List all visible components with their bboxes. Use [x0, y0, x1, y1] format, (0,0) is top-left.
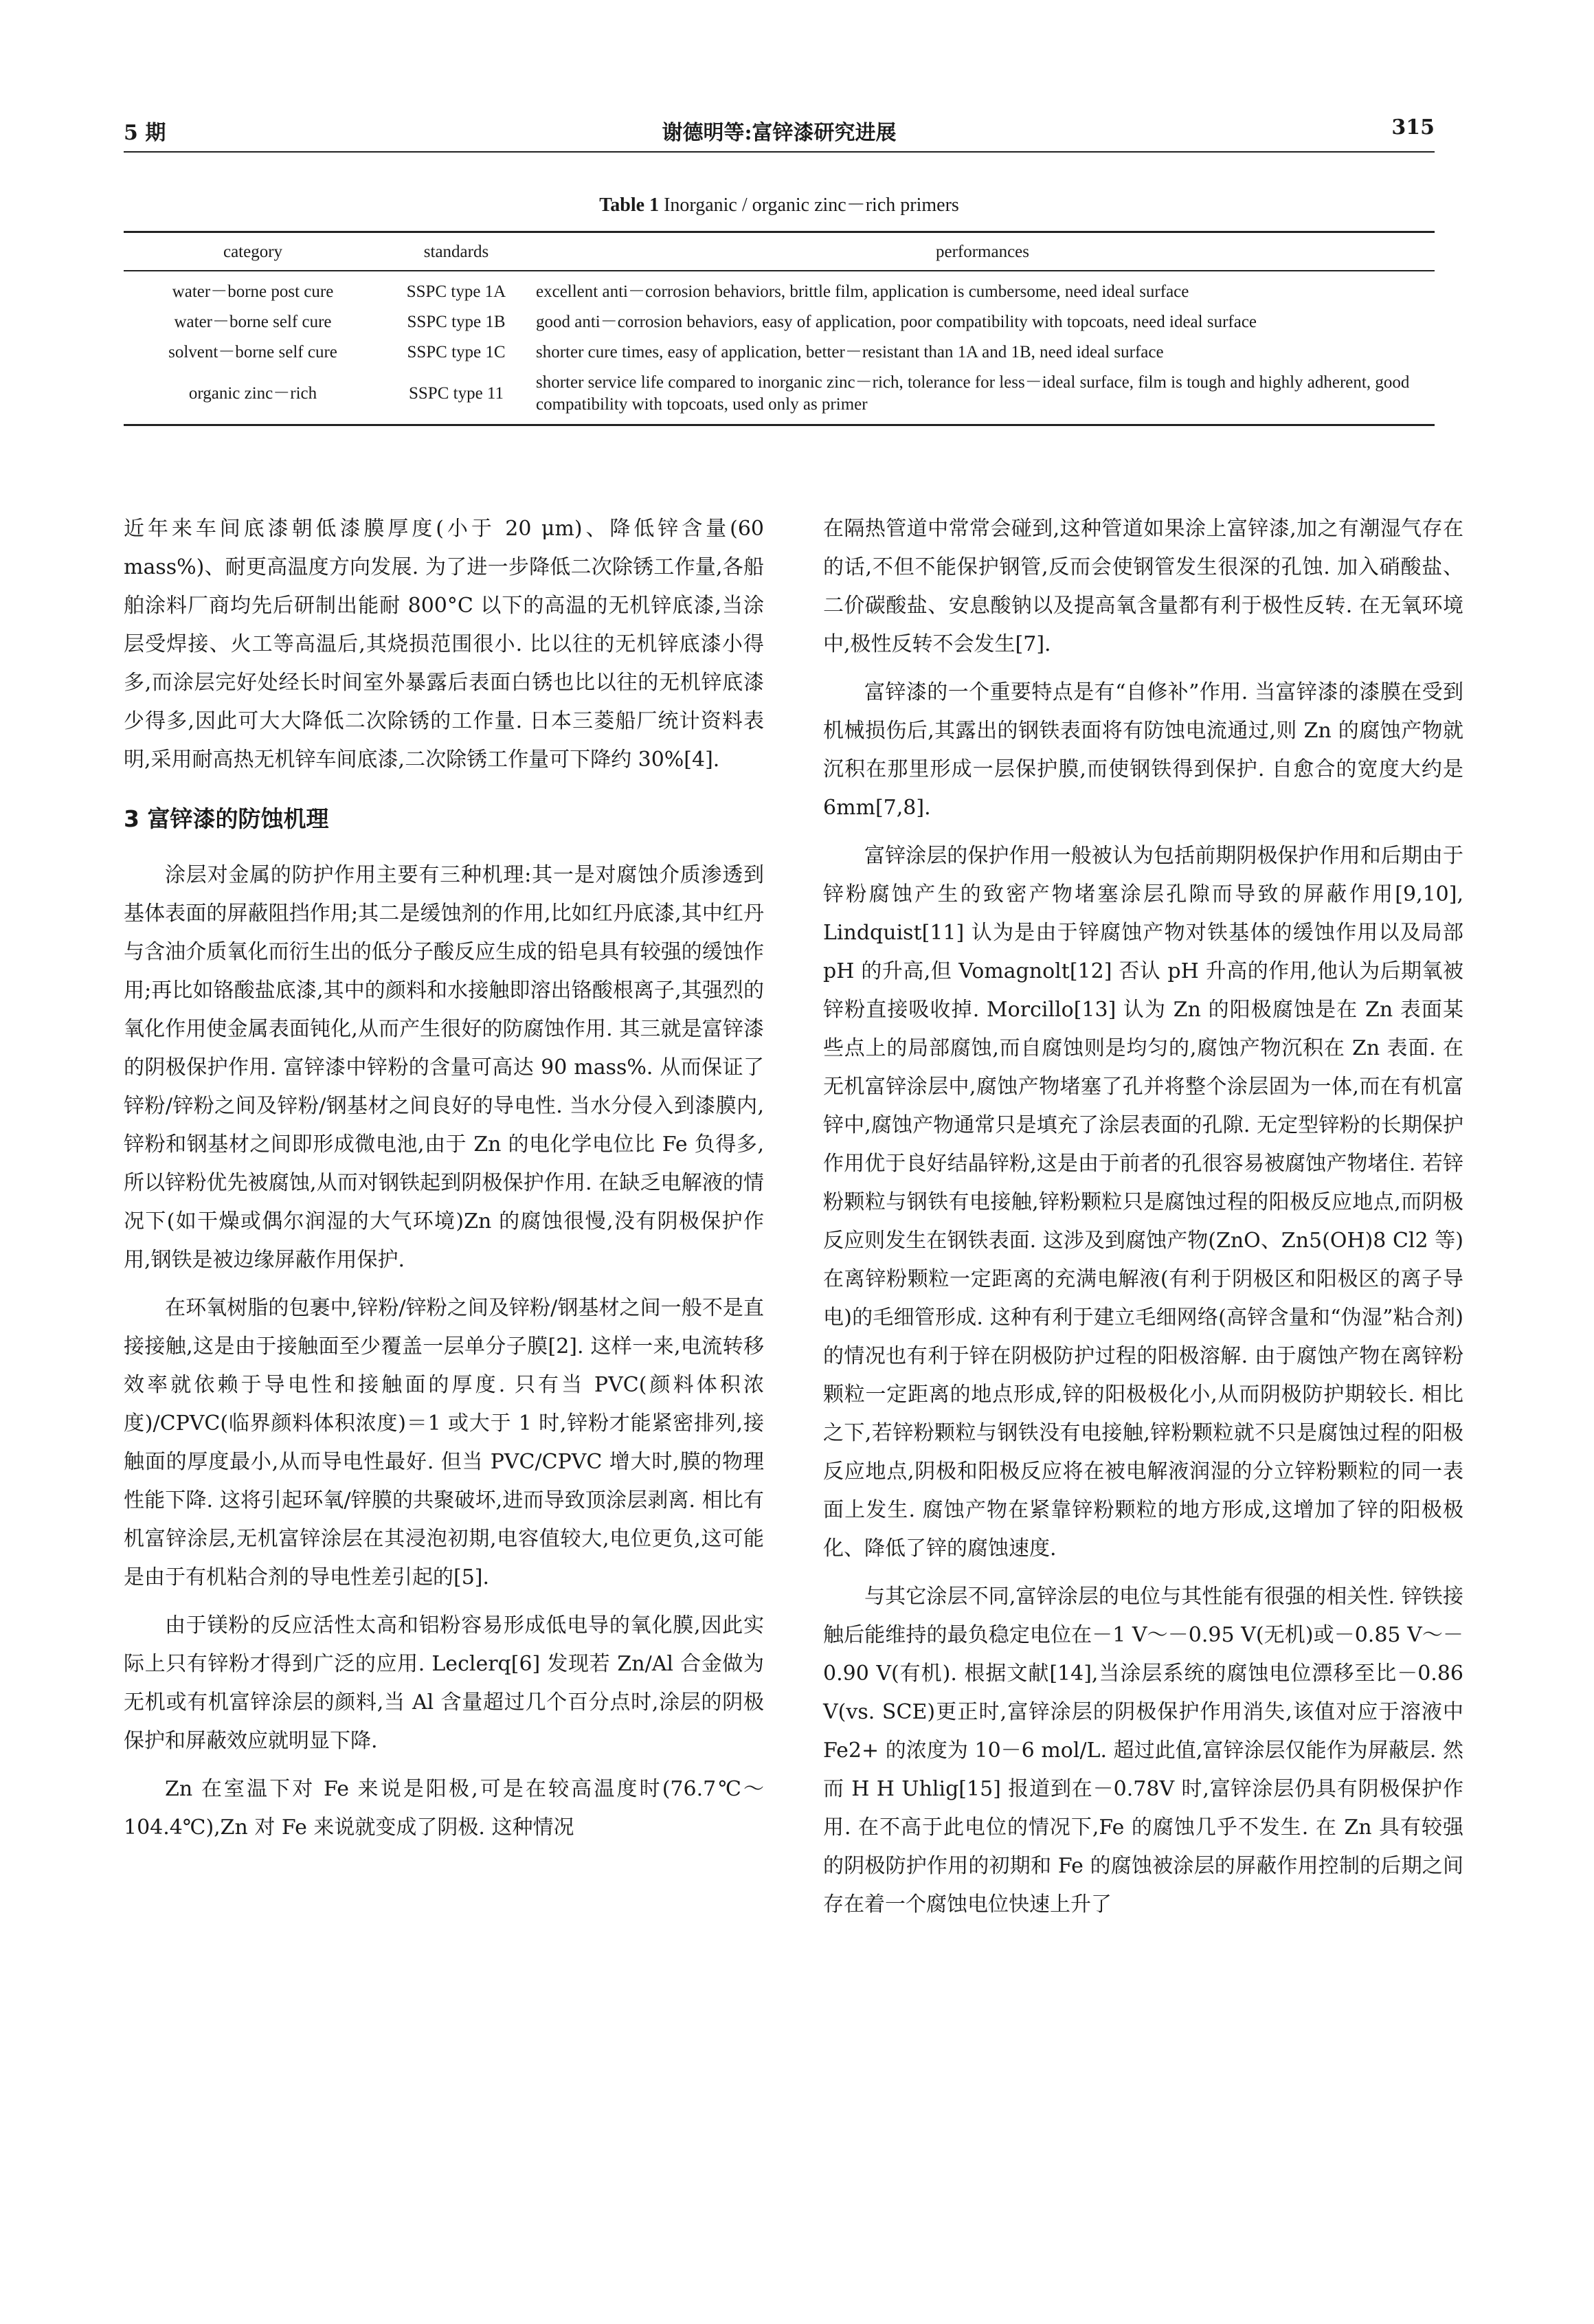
cell-category: organic zinc－rich: [124, 368, 382, 425]
column-header-category: category: [124, 232, 382, 271]
cell-category: solvent－borne self cure: [168, 343, 337, 361]
cell-performance: shorter cure times, easy of application, better－resistant than 1A and 1B, need ideal surface: [536, 343, 1164, 361]
paragraph: 在环氧树脂的包裹中,锌粉/锌粉之间及锌粉/钢基材之间一般不是直接接触,这是由于接触面至少覆盖一层单分子膜[2]. 这样一来,电流转移效率就依赖于导电性和接触面的厚度. 只有当 PVC(颜料体积浓度)/CPVC(临界颜料体积浓度)＝1 或大于 1 时,锌粉才能紧密排列,接触面的厚度最小,从而导电性最好. 但当 PVC/CPVC 增大时,膜的物理性能下降. 这将引起环氧/锌膜的共聚破坏,进而导致顶涂层剥离. 相比有机富锌涂层,无机富锌涂层在其浸泡初期,电容值较大,电位更负,这可能是由于有机粘合剂的导电性差引起的[5].: [124, 1296, 764, 1589]
paragraph: 富锌涂层的保护作用一般被认为包括前期阴极保护作用和后期由于锌粉腐蚀产生的致密产物堵塞涂层孔隙而导致的屏蔽作用[9,10], Lindquist[11] 认为是由于锌腐蚀产物对铁基体的缓蚀作用以及局部 pH 的升高,但 Vomagnolt[12] 否认 pH 升高的作用,他认为后期氧被锌粉直接吸收掉. Morcillo[13] 认为 Zn 的阳极腐蚀是在 Zn 表面某些点上的局部腐蚀,而自腐蚀则是均匀的,腐蚀产物沉积在 Zn 表面. 在无机富锌涂层中,腐蚀产物堵塞了孔并将整个涂层固为一体,而在有机富锌中,腐蚀产物通常只是填充了涂层表面的孔隙. 无定型锌粉的长期保护作用优于良好结晶锌粉,这是由于前者的孔很容易被腐蚀产物堵住. 若锌粉颗粒与钢铁有电接触,锌粉颗粒只是腐蚀过程的阳极反应地点,而阴极反应则发生在钢铁表面. 这涉及到腐蚀产物(ZnO、Zn5(OH)8 Cl2 等)在离锌粉颗粒一定距离的充满电解液(有利于阴极区和阳极区的离子导电)的毛细管形成. 这种有利于建立毛细网络(高锌含量和“伪湿”粘合剂)的情况也有利于锌在阴极防护过程的阳极溶解. 由于腐蚀产物在离锌粉颗粒一定距离的地点形成,锌的阳极极化小,从而阴极防护期较长. 相比之下,若锌粉颗粒与钢铁没有电接触,锌粉颗粒就不只是腐蚀过程的阳极反应地点,阴极和阳极反应将在被电解液润湿的分立锌粉颗粒的同一表面上发生. 腐蚀产物在紧靠锌粉颗粒的地方形成,这增加了锌的阳极极化、降低了锌的腐蚀速度.: [823, 844, 1463, 1561]
cell-category: water－borne post cure: [172, 282, 334, 301]
table-caption-text: Inorganic / organic zinc－rich primers: [664, 194, 959, 216]
paragraph: 在隔热管道中常常会碰到,这种管道如果涂上富锌漆,加之有潮湿气存在的话,不但不能保护钢管,反而会使钢管发生很深的孔蚀. 加入硝酸盐、二价碳酸盐、安息酸钠以及提高氧含量都有利于极性反转. 在无氧环境中,极性反转不会发生[7].: [823, 517, 1463, 656]
primers-table: [124, 231, 1435, 426]
header-rule: [124, 151, 1435, 153]
paragraph: 近年来车间底漆朝低漆膜厚度(小于 20 μm)、降低锌含量(60 mass%)、耐更高温度方向发展. 为了进一步降低二次除锈工作量,各船舶涂料厂商均先后研制出能耐 800°C 以下的高温的无机锌底漆,当涂层受焊接、火工等高温后,其烧损范围很小. 比以往的无机锌底漆小得多,而涂层完好处经长时间室外暴露后表面白锈也比以往的无机锌底漆少得多,因此可大大降低二次除锈的工作量. 日本三菱船厂统计资料表明,采用耐高热无机锌车间底漆,二次除锈工作量可下降约 30%[4].: [124, 517, 764, 772]
table-row: [124, 337, 1435, 368]
cell-performance: good anti－corrosion behaviors, easy of application, poor compatibility with topcoats, need ideal surface: [536, 313, 1257, 331]
right-column: [823, 510, 1463, 1934]
cell-performance: shorter service life compared to inorganic zinc－rich, tolerance for less－ideal surface, film is tough and highly adherent, good compatibility with topcoats, used only as primer: [530, 368, 1435, 425]
table-row: [124, 271, 1435, 307]
table-header-row: [124, 232, 1435, 271]
cell-standard: SSPC type 11: [382, 368, 530, 425]
page-number: 315: [1391, 115, 1435, 139]
paragraph: 由于镁粉的反应活性太高和铝粉容易形成低电导的氧化膜,因此实际上只有锌粉才得到广泛的应用. Leclerq[6] 发现若 Zn/Al 合金做为无机或有机富锌涂层的颜料,当 Al 含量超过几个百分点时,涂层的阴极保护和屏蔽效应就明显下降.: [124, 1613, 764, 1753]
cell-standard: SSPC type 1C: [407, 343, 506, 361]
cell-category: water－borne self cure: [174, 313, 332, 331]
running-header: [124, 115, 1435, 150]
paragraph: 与其它涂层不同,富锌涂层的电位与其性能有很强的相关性. 锌铁接触后能维持的最负稳定电位在－1 V～－0.95 V(无机)或－0.85 V～－0.90 V(有机). 根据文献[14],当涂层系统的腐蚀电位漂移至比－0.86 V(vs. SCE)更正时,富锌涂层的阴极保护作用消失,该值对应于溶液中 Fe2+ 的浓度为 10－6 mol/L. 超过此值,富锌涂层仅能作为屏蔽层. 然而 H H Uhlig[15] 报道到在－0.78V 时,富锌涂层仍具有阴极保护作用. 在不高于此电位的情况下,Fe 的腐蚀几乎不发生. 在 Zn 具有较强的阴极防护作用的初期和 Fe 的腐蚀被涂层的屏蔽作用控制的后期之间存在着一个腐蚀电位快速上升了: [823, 1585, 1463, 1917]
column-header-performances: performances: [530, 232, 1435, 271]
section-heading: 3 富锌漆的防蚀机理: [124, 805, 329, 832]
paragraph: 涂层对金属的防护作用主要有三种机理:其一是对腐蚀介质渗透到基体表面的屏蔽阻挡作用;其二是缓蚀剂的作用,比如红丹底漆,其中红丹与含油介质氧化而衍生出的低分子酸反应生成的铅皂具有较强的缓蚀作用;再比如铬酸盐底漆,其中的颜料和水接触即溶出铬酸根离子,其强烈的氧化作用使金属表面钝化,从而产生很好的防腐蚀作用. 其三就是富锌漆的阴极保护作用. 富锌漆中锌粉的含量可高达 90 mass%. 从而保证了锌粉/锌粉之间及锌粉/钢基材之间良好的导电性. 当水分侵入到漆膜内,锌粉和钢基材之间即形成微电池,由于 Zn 的电化学电位比 Fe 负得多,所以锌粉优先被腐蚀,从而对钢铁起到阴极保护作用. 在缺乏电解液的情况下(如干燥或偶尔润湿的大气环境)Zn 的腐蚀很慢,没有阴极保护作用,钢铁是被边缘屏蔽作用保护.: [124, 863, 764, 1272]
cell-standard: SSPC type 1A: [406, 282, 506, 301]
table-caption: [124, 190, 1435, 217]
paragraph: 富锌漆的一个重要特点是有“自修补”作用. 当富锌漆的漆膜在受到机械损伤后,其露出的钢铁表面将有防蚀电流通过,则 Zn 的腐蚀产物就沉积在那里形成一层保护膜,而使钢铁得到保护. 自愈合的宽度大约是 6mm[7,8].: [823, 680, 1463, 820]
cell-performance: excellent anti－corrosion behaviors, brittle film, application is cumbersome, need ideal surface: [536, 282, 1189, 301]
issue-number: 5 期: [124, 121, 166, 145]
running-title: 谢德明等:富锌漆研究进展: [662, 121, 897, 145]
table-row: [124, 307, 1435, 337]
cell-standard: SSPC type 1B: [407, 313, 506, 331]
left-column: [124, 510, 764, 1857]
paragraph: Zn 在室温下对 Fe 来说是阳极,可是在较高温度时(76.7℃～104.4℃),Zn 对 Fe 来说就变成了阴极. 这种情况: [124, 1777, 764, 1840]
table-caption-label: Table 1: [599, 194, 660, 216]
column-header-standards: standards: [382, 232, 530, 271]
table-row: [124, 368, 1435, 425]
